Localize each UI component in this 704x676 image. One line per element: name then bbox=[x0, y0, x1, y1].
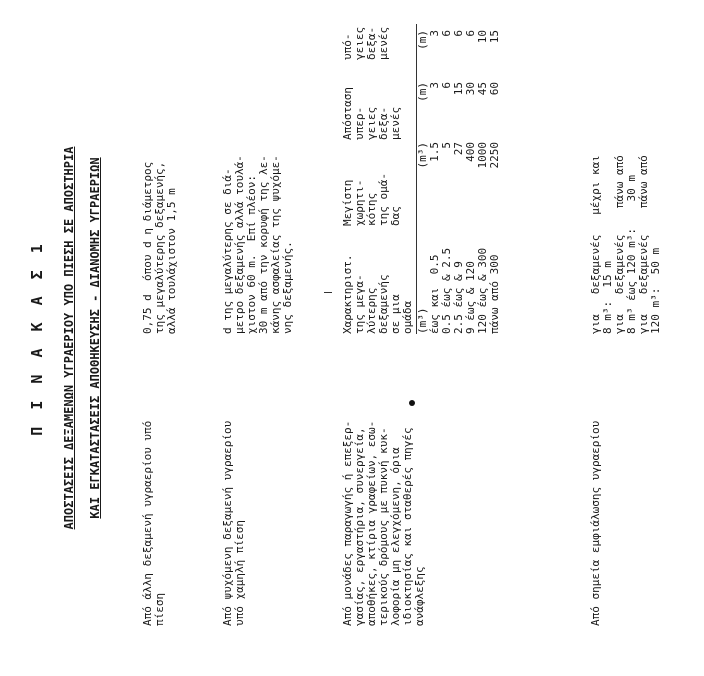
table-cell: 3 bbox=[428, 82, 441, 89]
subtitle-line-2: ΚΑΙ ΕΓΚΑΤΑΣΤΑΣΕΙΣ ΑΠΟΘΗΚΕΥΣΗΣ - ΔΙΑΝΟΜΗΣ ΥΓΡΑΕΡΙΩΝ bbox=[88, 157, 102, 519]
table-cell: 27 bbox=[452, 142, 465, 156]
subtitle-line-1: ΑΠΟΣΤΑΣΕΙΣ ΔΕΞΑΜΕΝΩΝ ΥΓΡΑΕΡΙΟΥ ΥΠΟ ΠΙΕΣΗ ΣΕ ΑΠΟΣΤΗΡΙΑ bbox=[62, 146, 76, 530]
unit-cell: (m) bbox=[416, 30, 429, 50]
table-cell: 45 bbox=[476, 82, 489, 96]
row-label: Από άλλη δεξαμενή υγραερίου υπό πίεση bbox=[141, 420, 166, 626]
row-description: για δεξαμενές μέχρι και 8 m³: 15 m για δεξαμενές πάνω από 8 m³ έως 120 m³: 30 m για δεξαμενές πάνω από 120 m³: 50 m bbox=[589, 155, 662, 334]
row-description: d της μεγαλύτερης σε διά- μετρο δεξαμενής αλλά τουλά- χιστον 60 m. Επί πλέον: 30 m από την κορυφή της λε- κάνης ασφαλείας της ψυχόμε- νης δεξαμενής. bbox=[221, 155, 294, 334]
table-cell: έως και 0.5 bbox=[428, 254, 441, 334]
row-description: 0,75 d όπου d η διάμετρος της μεγαλύτερης δεξαμενής, αλλά τουλάχιστον 1,5 m bbox=[141, 161, 178, 334]
table-cell: 5 bbox=[440, 142, 453, 149]
row-label: Από σημεία εμφιάλωσης υγραερίου bbox=[589, 420, 602, 626]
table-cell: 1000 bbox=[476, 142, 489, 169]
unit-cell: (m³) bbox=[416, 142, 429, 169]
table-cell: 6 bbox=[452, 30, 465, 37]
row-label: Από μονάδες παραγωγής ή επεξερ- γασίας, εργαστήρια, συνεργεία, αποθήκες, κτίρια γραφείων, εσω- τερικούς δρόμους με πυκνή κυκ- λοφορία μη ελεγχόμενη, όρια ιδιοκτησίας και σταθερές πηγές ανάφλεξης bbox=[341, 420, 426, 626]
table-title: Π Ι Ν Α Κ Α Σ 1 bbox=[28, 240, 46, 436]
scan-dot-mark bbox=[409, 400, 415, 406]
table-cell: 6 bbox=[440, 30, 453, 37]
unit-cell: (m) bbox=[416, 82, 429, 102]
table-cell: 60 bbox=[488, 82, 501, 96]
table-row bbox=[489, 0, 501, 334]
table-cell: 2.5 έως & 9 bbox=[452, 261, 465, 334]
table-cell: 9 έως & 120 bbox=[464, 261, 477, 334]
distance-table-header bbox=[342, 0, 414, 334]
table-cell: 2250 bbox=[488, 142, 501, 169]
col-header-tank-size: Χαρακτηριστ. της μεγα- λύτερης δεξαμενής σε μια ομάδα bbox=[341, 254, 414, 334]
scan-tick-mark bbox=[324, 292, 332, 293]
table-cell: πάνω από 300 bbox=[488, 254, 501, 334]
unit-cell: (m³) bbox=[416, 307, 429, 334]
table-cell: 15 bbox=[452, 82, 465, 96]
table-cell: 1.5 bbox=[428, 142, 441, 162]
col-header-aboveground: Απόσταση υπερ- γειες δεξα- μενές bbox=[341, 87, 402, 140]
table-cell: 3 bbox=[428, 30, 441, 37]
table-cell: 15 bbox=[488, 30, 501, 44]
table-cell: 10 bbox=[476, 30, 489, 44]
table-cell: 30 bbox=[464, 82, 477, 96]
row-label: Από ψυχόμενη δεξαμενή υγραερίου υπό χαμηλή πίεση bbox=[221, 420, 246, 626]
table-cell: 0.5 έως & 2.5 bbox=[440, 247, 453, 334]
col-header-group-capacity: Μεγίστη χωρητι- κότης της ομά- δας bbox=[341, 173, 402, 226]
col-header-underground: υπό- γειες δεξα- μενές bbox=[341, 26, 390, 60]
distance-table bbox=[342, 0, 501, 334]
table-cell: 400 bbox=[464, 142, 477, 162]
table-cell: 6 bbox=[440, 82, 453, 89]
table-cell: 6 bbox=[464, 30, 477, 37]
table-cell: 120 έως & 300 bbox=[476, 247, 489, 334]
